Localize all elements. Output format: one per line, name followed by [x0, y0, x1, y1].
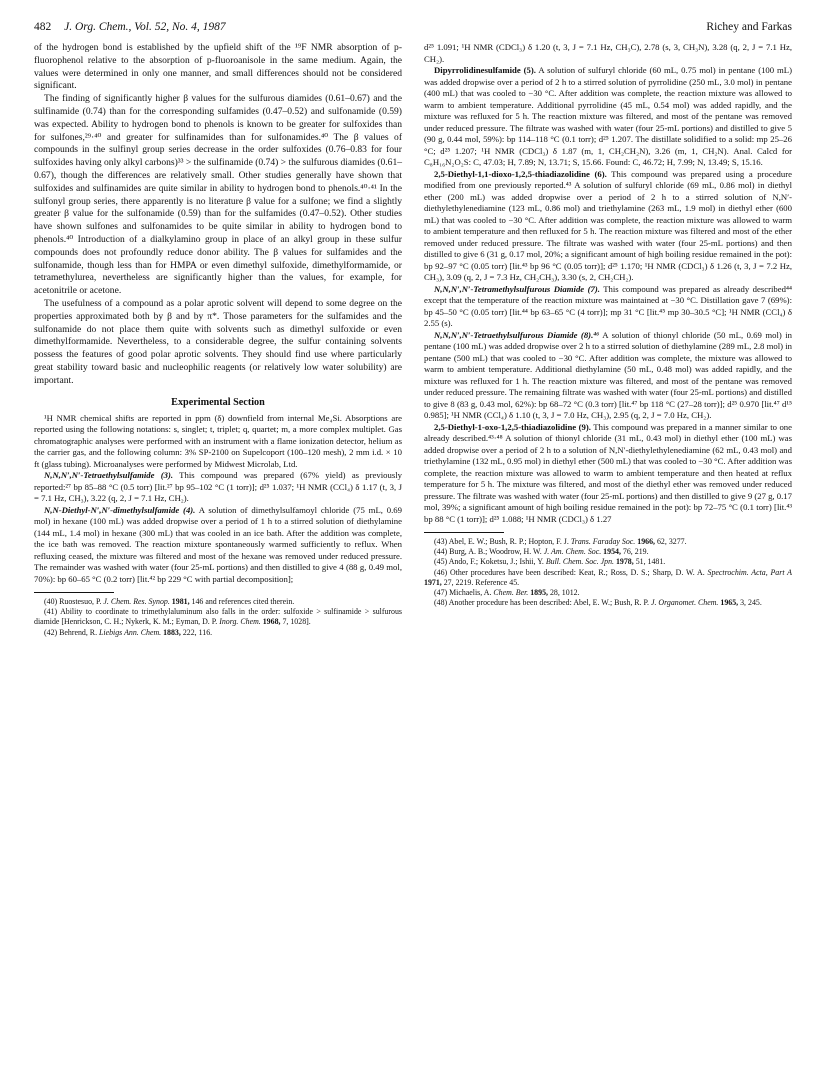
- paragraph-intro: of the hydrogen bond is established by the upfield shift of the ¹⁹F NMR absorption of p-fluorophenol relative to the absorption of p-fluoroanisole in the same medium. Again, the values were determined in only one manner, and small differences should not be considered significant.: [34, 42, 402, 92]
- paragraph-usefulness: The usefulness of a compound as a polar aprotic solvent will depend to some degree on the properties approximated both by β and by π*. Those parameters for the sulfamides and the sulfonamide do not place them quite with solvents such as dimethyl sulfoxide or even dimethylformamide. Nevertheless, to a considerable degree, the sulfur containing solvents possess the features of good polar aprotic solvents. They should find use where particularly great stability toward basic and nucleophilic reagents (or relatively low water solubility) are important.: [34, 297, 402, 386]
- compound-9-paragraph: [424, 422, 792, 526]
- compound-7-title: N,N,N′,N′-Tetramethylsulfurous Diamide (7).: [434, 283, 600, 294]
- compound-7-paragraph: [424, 284, 792, 330]
- compound-4-paragraph: [34, 505, 402, 586]
- footnote: (46) Other procedures have been described: Keat, R.; Ross, D. S.; Sharp, D. W. A. Spectrochim. Acta, Part A 1971, 27, 2219. Reference 45.: [424, 567, 792, 587]
- compound-9-title: 2,5-Diethyl-1-oxo-1,2,5-thiadiazolidine (9).: [434, 421, 591, 432]
- header-left: [34, 20, 226, 34]
- compound-3-body: This compound was prepared (67% yield) as previously reported:²⁷ bp 85–88 °C (0.5 torr) [lit.²⁷ bp 95–102 °C (1 torr)]; d²⁵ 1.037; ¹H NMR (CCl₄) δ 1.17 (t, 3, J = 7.1 Hz, CH₃), 3.22 (q, 2, J = 7.1 Hz, CH₂).: [34, 470, 402, 504]
- page-number: 482: [34, 21, 52, 33]
- footnote: (41) Ability to coordinate to trimethylaluminum also falls in the order: sulfoxide > sulfinamide > sulfurous diamide [Henrickson, C. H.; Nykerk, K. M.; Eyman, D. P. Inorg. Chem. 1968, 7, 1028].: [34, 607, 402, 627]
- compound-6-body: This compound was prepared using a procedure modified from one previously reported.⁴³ A solution of sulfuryl chloride (69 mL, 0.86 mol) in diethyl ether (200 mL) was added dropwise over a period of 2 h to a stirred solution of N,N′-diethylethylenediamine (123 mL, 0.86 mol) and triethylamine (263 mL, 1.9 mol) in diethyl ether (600 mL) that was cooled to −30 °C. After addition was complete, the reaction mixture was allowed to warm to ambient temperature and then refluxed for 5 h. The reaction mixture was filtered and most of the ether removed under reduced pressure. The filtrate was washed with water (four 25-mL portions) and then distilled to give 6 (31 g, 0.17 mol, 20%; a significant amount of high boiling residue remained in the pot): bp 92–97 °C (0.05 torr) [lit.⁴³ bp 96 °C (0.05 torr)]; d²⁵ 1.170; ¹H NMR (CDCl₃) δ 1.26 (t, 3, J = 7.2 Hz, CH₃), 3.09 (q, 2, J = 7.3 Hz, CH₂CH₃), 3.30 (s, 2, CH₂CH₂).: [424, 168, 792, 282]
- compound-4-title: N,N-Diethyl-N′,N′-dimethylsulfamide (4).: [44, 504, 196, 515]
- compound-8-paragraph: [424, 330, 792, 422]
- compound-6-paragraph: [424, 169, 792, 284]
- compound-5-body: A solution of sulfuryl chloride (60 mL, 0.75 mol) in pentane (100 mL) was added dropwise over a period of 2 h to a stirred solution of pyrrolidine (250 mL, 3.0 mol) in pentane (400 mL) that was cooled to −30 °C. After addition was complete, the reaction mixture was allowed to warm to ambient temperature. Additional pyrrolidine (45 mL, 0.54 mol) was added rapidly, and the mixture was refluxed for 5 h. The reaction mixture was filtered, and most of the pentane was removed under reduced pressure. The filtrate was washed with water (four 25-mL portions) and distilled to give 5 (90 g, 0.44 mol, 59%): bp 114–118 °C (0.1 torr); d²⁵ 1.207. The distillate solidified to a solid: mp 25–26 °C; d²⁵ 1.207; ¹H NMR (CDCl₃) δ 1.87 (m, 1, CH₂CH₂N), 3.26 (m, 1, CH₂N). Anal. Calcd for C₈H₁₆N₂O₂S: C, 47.03; H, 7.89; N, 13.71; S, 15.66. Found: C, 46.72; H, 7.99; N, 13.49; S, 15.16.: [424, 65, 792, 167]
- footnote-divider: [424, 532, 504, 533]
- paragraph-nmr-methods: ¹H NMR chemical shifts are reported in ppm (δ) downfield from internal Me₄Si. Absorptions are reported using the following notations: s, singlet; t, triplet; q, quartet; m, a more complex multiplet. Gas chromatographic analyses were performed with an instrument with a flame ionization detector, helium as the carrier gas, and the following column: 3% SP-2100 on Supelcoport (100–120 mesh), 2 mm i.d. × 10 ft (glass tubing). Microanalyses were performed by Midwest Microlab, Ltd.: [34, 412, 402, 469]
- compound-9-body: This compound was prepared in a manner similar to one already described.⁴³·⁴⁸ A solution of thionyl chloride (31 mL, 0.43 mol) in diethyl ether (100 mL) was added dropwise over a period of 2 h to a solution of N,N′-diethylethylenediamine (62 mL, 0.43 mol) and triethylamine (132 mL, 0.95 mol) in diethyl ether (500 mL) that was cooled to −30 °C. After addition was complete, the reaction mixture was allowed to warm to ambient temperature and then heated at reflux temperature for 5 h. The mixture was filtered, and most of the diethyl ether was removed under reduced pressure. The filtrate was washed with water (four 25-mL portions) and then distilled to give 9 (27 g, 0.17 mol, 39%; a significant amount of high boiling residue remained in the pot): bp 72–75 °C (0.1 torr) [lit.⁴³ bp 88 °C (1 torr)]; d²⁵ 1.088; ¹H NMR (CDCl₃) δ 1.27: [424, 421, 793, 524]
- compound-6-title: 2,5-Diethyl-1,1-dioxo-1,2,5-thiadiazolidine (6).: [434, 168, 607, 179]
- journal-citation: J. Org. Chem., Vol. 52, No. 4, 1987: [64, 21, 226, 33]
- footnote: (44) Burg, A. B.; Woodrow, H. W. J. Am. Chem. Soc. 1954, 76, 219.: [434, 547, 649, 557]
- running-authors: Richey and Farkas: [706, 21, 792, 33]
- experimental-section-title: Experimental Section: [171, 396, 265, 408]
- footnote: (47) Michaelis, A. Chem. Ber. 1895, 28, 1012.: [434, 588, 580, 598]
- compound-5-paragraph: [424, 65, 792, 169]
- footnote: (48) Another procedure has been described: Abel, E. W.; Bush, R. P. J. Organomet. Chem. 1965, 3, 245.: [434, 598, 762, 608]
- paragraph-beta-values: The finding of significantly higher β values for the sulfurous diamides (0.61–0.67) and the sulfinamide (0.74) than for the corresponding sulfamides (0.47–0.52) and sulfonamide (0.59) was expected. Ability to hydrogen bond to phenols is known to be greater for sulfoxides than for sulfones,²⁹·⁴⁰ and greater for sulfinamides than for sulfonamides.⁴⁰ The β values of compounds in the sulfinyl group series decrease in the order sulfoxides (0.76–0.83 for four sulfoxides having only alkyl carbons)³³ > the sulfinamide (0.74) > the sulfurous diamides (0.61–0.67), though the differences are relatively small. Other studies generally have shown that sulfoxides and sulfinamides are quite similar in ability to hydrogen bond to phenols.⁴⁰·⁴¹ In the sulfonyl group series, there apparently is no literature β value for a sulfone; we find a slightly greater β value for the sulfonamide (0.59) than for the sulfamides (0.47–0.52). Other studies have shown sulfones and sulfonamides to be quite similar in ability to hydrogen bond to phenols.⁴⁰ Introduction of a dialkylamino group in place of an alkyl group in these sulfur compounds does not profoundly reduce donor ability. The β values for sulfamides and the sulfonamide, though less than for HMPA or even dimethyl sulfoxide, dimethylformamide, or tetramethylurea, nevertheless are significantly higher than the values, for example, for acetonitrile or acetone.: [34, 93, 402, 297]
- two-column-body: [34, 42, 792, 638]
- footnote: (45) Ando, F.; Koketsu, J.; Ishii, Y. Bull. Chem. Soc. Jpn. 1978, 51, 1481.: [434, 557, 666, 567]
- compound-7-body: This compound was prepared as already described⁴⁴ except that the temperature of the reaction mixture was maintained at −30 °C. Distillation gave 7 (69%): bp 45–50 °C (0.05 torr) [lit.⁴⁴ bp 63–65 °C (4 torr)]; mp 31 °C [lit.⁴⁵ mp 30–30.5 °C]; ¹H NMR (CCl₄) δ 2.55 (s).: [424, 283, 792, 328]
- footnote: (43) Abel, E. W.; Bush, R. P.; Hopton, F. J. Trans. Faraday Soc. 1966, 62, 3277.: [434, 537, 687, 546]
- footnote: (42) Behrend, R. Liebigs Ann. Chem. 1883, 222, 116.: [44, 627, 213, 637]
- compound-8-body: A solution of thionyl chloride (50 mL, 0.69 mol) in pentane (100 mL) was added dropwise over 2 h to a stirred solution of diethylamine (289 mL, 2.8 mol) in pentane (500 mL) that was cooled to −30 °C. After addition was complete, the mixture was allowed to warm to ambient temperature. Additional diethylamine (50 mL, 0.48 mol) was added rapidly, and the mixture was refluxed for 1 h. The reaction mixture was filtered, and most of the pentane was removed under reduced pressure. The remaining filtrate was washed with water (four 25-mL portions) and distilled to give 8 (83 g, 0.43 mol, 62%): bp 68–72 °C (0.3 torr) [lit.⁴⁷ bp 118 °C (27–28 torr)]; d²⁵ 0.970 [lit.⁴⁷ d¹⁵ 0.985]; ¹H NMR (CCl₄) δ 1.10 (t, 3, J = 7.0 Hz, CH₃), 2.95 (q, 2, J = 7.0 Hz, CH₂).: [424, 329, 793, 420]
- paragraph-continued: d²⁵ 1.091; ¹H NMR (CDCl₃) δ 1.20 (t, 3, J = 7.1 Hz, CH₃C), 2.78 (s, 3, CH₃N), 3.28 (q, 2, J = 7.1 Hz, CH₂).: [424, 42, 792, 64]
- footnote: (40) Ruostesuo, P. J. Chem. Res. Synop. 1981, 146 and references cited therein.: [44, 597, 295, 607]
- compound-4-body: A solution of dimethylsulfamoyl chloride (75 mL, 0.69 mol) in hexane (100 mL) was added dropwise over a period of 1 h to a stirred solution of diethylamine (144 mL, 1.4 mol) in hexane (300 mL) that was cooled in an ice bath. After the addition was complete, the ice bath was removed. The reaction mixture spontaneously warmed sufficiently to reflux. When refluxing ceased, the mixture was filtered and most of the hexane was removed under reduced pressure. The remainder was washed with water (four 25-mL portions) and then distilled to give 4 (88 g, 0.49 mol, 70%): bp 60–65 °C (0.2 torr) [lit.⁴² bp 229 °C with partial decomposition];: [34, 504, 402, 584]
- compound-5-title: Dipyrrolidinesulfamide (5).: [434, 65, 536, 75]
- compound-3-title: N,N,N′,N′-Tetraethylsulfamide (3).: [44, 470, 174, 481]
- left-column: [34, 42, 402, 638]
- compound-8-title: N,N,N′,N′-Tetraethylsulfurous Diamide (8).⁴⁶: [434, 329, 600, 340]
- compound-3-paragraph: [34, 470, 402, 505]
- right-footnotes: [424, 537, 792, 608]
- footnote-divider: [34, 592, 114, 593]
- page-header: [34, 20, 792, 34]
- left-footnotes: [34, 597, 402, 638]
- right-column: [424, 42, 792, 638]
